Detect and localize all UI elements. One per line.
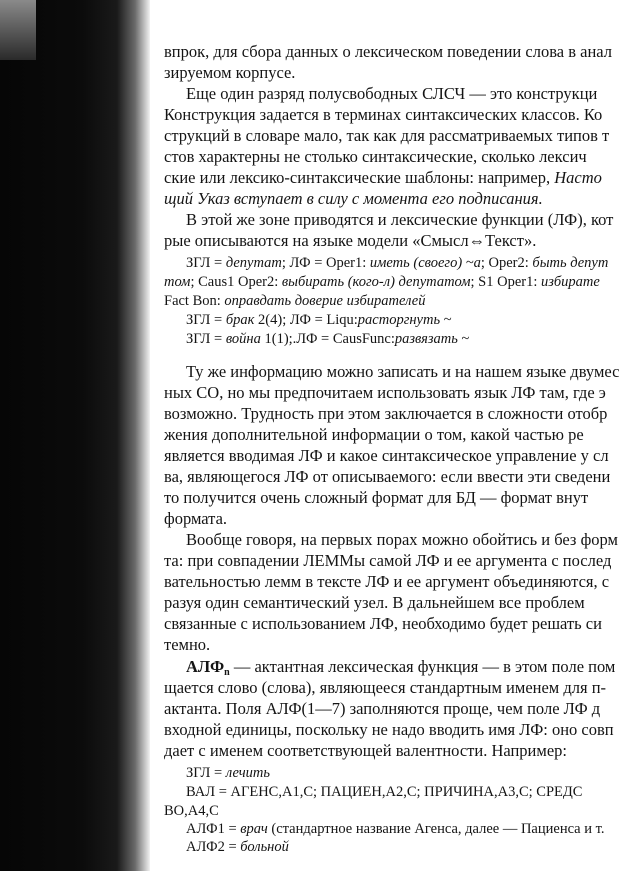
text-line: разуя один семантический узел. В дальнейшем все проблем — [164, 593, 585, 612]
text-line: жения дополнительной информации о том, какой частью ре — [164, 425, 584, 444]
text-line: является вводимая ЛФ и какое синтаксическое управление у сл — [164, 446, 609, 465]
text-line: входной единицы, поскольку не надо вводить имя ЛФ: оно совп — [164, 720, 614, 739]
paragraph-start-line: Вообще говоря, на первых порах можно обойтись и без форм — [186, 530, 618, 549]
example-line: ЗГЛ = лечить — [186, 765, 270, 781]
text-line: связанные с использованием ЛФ, необходимо будет решать си — [164, 614, 602, 633]
paragraph-start-line: Ту же информацию можно записать и на нашем языке двумес — [186, 362, 620, 381]
text-line: вательностью лемм в тексте ЛФ и ее аргумент объединяются, с — [164, 572, 610, 591]
example-line: ВО,А4,С — [164, 803, 219, 819]
example-line: АЛФ1 = врач (стандартное название Агенса, далее — Пациенса и т. — [186, 821, 605, 837]
example-line: том; Caus1 Oper2: выбирать (кого-л) депутатом; S1 Oper1: избирате — [164, 274, 600, 290]
text-line: то получится очень сложный формат для БД — формат внут — [164, 488, 589, 507]
text-line: щается слово (слова), являющееся стандартным именем для п- — [164, 678, 607, 697]
text-line: возможно. Трудность при этом заключается в сложности отобр — [164, 404, 608, 423]
example-line: ЗГЛ = война 1(1);.ЛФ = CausFunc:развязать ~ — [186, 331, 470, 347]
page-tail — [164, 0, 620, 871]
text-line: формата. — [164, 509, 228, 528]
example-line: ЗГЛ = депутат; ЛФ = Oper1: иметь (своего) ~а; Oper2: быть депут — [186, 255, 609, 271]
text-line: впрок, для сбора данных о лексическом поведении слова в анал — [164, 42, 612, 61]
example-line: ЗГЛ = брак 2(4); ЛФ = Liqu:расторгнуть ~ — [186, 312, 452, 328]
example-text: щий Указ вступает в силу с момента его подписания. — [164, 189, 543, 208]
text-line: стов характерны не столько синтаксические, сколько лексич — [164, 147, 587, 166]
paragraph-start-line: В этой же зоне приводятся и лексические функции (ЛФ), кот — [186, 210, 614, 229]
example-line: АЛФ2 = больной — [186, 839, 289, 855]
text-line: та: при совпадении ЛЕММы самой ЛФ и ее аргумента с послед — [164, 551, 612, 570]
paragraph-start-line: $АЛФ_n$ — актантная лексическая функция — в этом поле пом — [186, 657, 616, 678]
text-line: ские или лексико-синтаксические шаблоны: например, Насто — [164, 168, 602, 187]
text-line: дает с именем соответствующей валентности. Например: — [164, 741, 567, 760]
paragraph-start-line: Еще один разряд полусвободных СЛСЧ — это конструкци — [186, 84, 598, 103]
term-heading: АЛФ — [186, 657, 225, 676]
example-line: Fact Bon: оправдать доверие избирателей — [164, 293, 426, 309]
text-line: актанта. Поля АЛФ(1—7) заполняются проще, чем поле ЛФ д — [164, 699, 601, 718]
scanned-book-binding-shadow — [0, 0, 150, 871]
text-line: зируемом корпусе. — [164, 63, 296, 82]
text-line: Конструкция задается в терминах синтаксических классов. Ко — [164, 105, 603, 124]
text-line: ных СО, но мы предпочитаем использовать язык ЛФ там, где э — [164, 383, 606, 402]
text-line: струкций в словаре мало, так как для рассматриваемых типов т — [164, 126, 610, 145]
text-line: ва, являющегося ЛФ от описываемого: если ввести эти сведени — [164, 467, 611, 486]
example-text: Насто — [554, 168, 602, 187]
example-line: ВАЛ = АГЕНС,А1,С; ПАЦИЕН,А2,С; ПРИЧИНА,А3,С; СРЕДС — [186, 784, 583, 800]
text-line: рые описываются на языке модели «Смысл⇔Текст». — [164, 231, 537, 250]
text-line: темно. — [164, 635, 211, 654]
